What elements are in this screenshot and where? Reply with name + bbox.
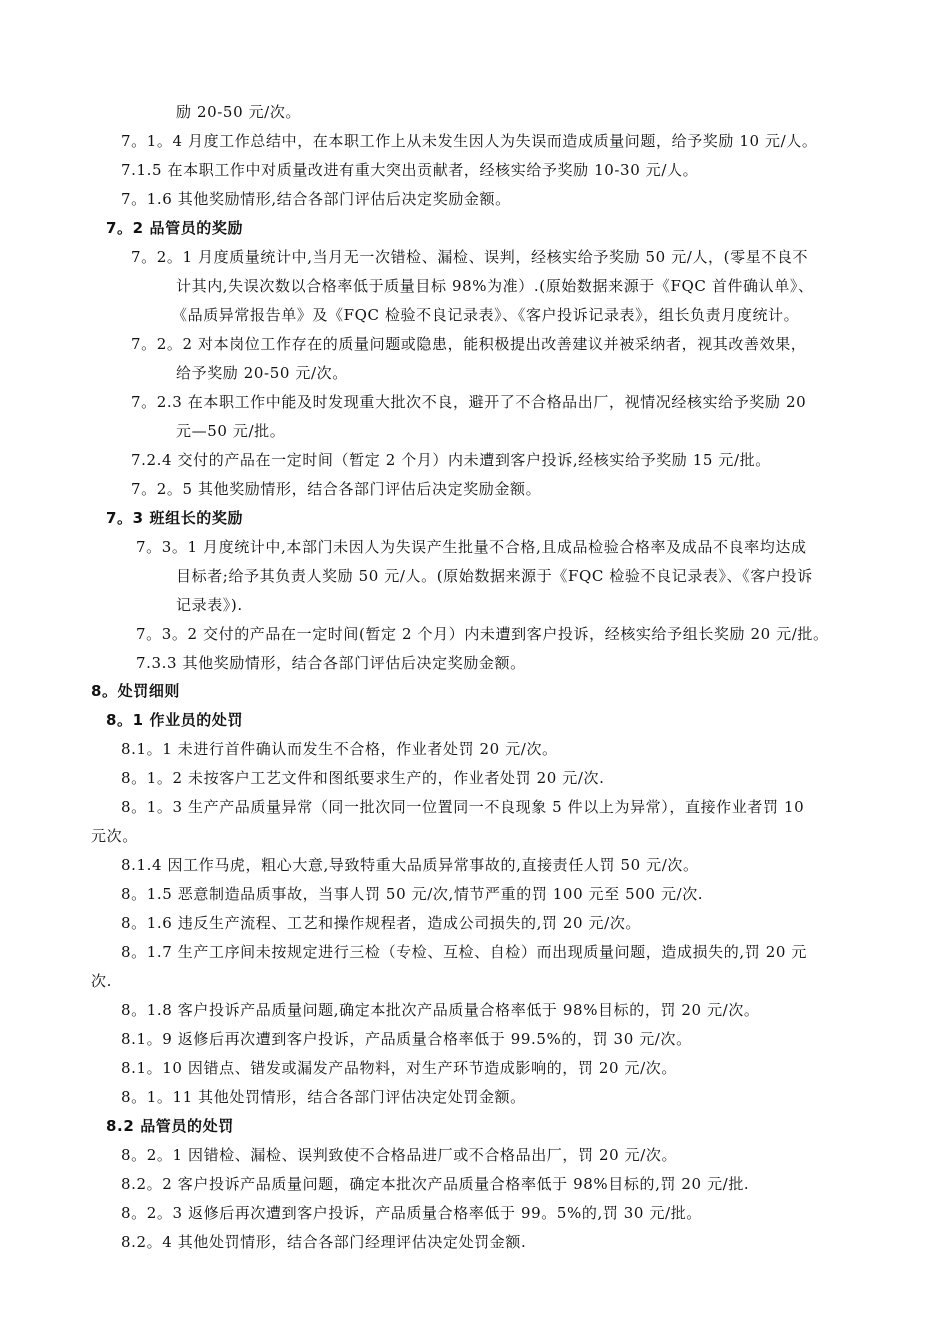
text-line: 8.1。1 未进行首件确认而发生不合格，作业者处罚 20 元/次。 (121, 740, 558, 758)
text-line: 7.2.4 交付的产品在一定时间（暂定 2 个月）内未遭到客户投诉,经核实给予奖励 15 元/批。 (131, 451, 771, 469)
text-line: 8。1。11 其他处罚情形，结合各部门评估决定处罚金额。 (121, 1088, 526, 1106)
text-line: 目标者;给予其负责人奖励 50 元/人。(原始数据来源于《FQC 检验不良记录表》、《客户投诉 (176, 567, 813, 585)
section-heading: 7。3 班组长的奖励 (106, 509, 244, 527)
text-line: 8。1.8 客户投诉产品质量问题,确定本批次产品质量合格率低于 98%目标的，罚 20 元/次。 (121, 1001, 760, 1019)
text-line: 7.3.3 其他奖励情形，结合各部门评估后决定奖励金额。 (136, 654, 526, 672)
text-line: 7。2。1 月度质量统计中,当月无一次错检、漏检、误判，经核实给予奖励 50 元/人，(零星不良不 (131, 248, 809, 266)
section-heading: 8。处罚细则 (91, 682, 181, 700)
text-line: 元—50 元/批。 (176, 422, 286, 440)
text-line: 8。2。1 因错检、漏检、误判致使不合格品进厂或不合格品出厂，罚 20 元/次。 (121, 1146, 678, 1164)
text-line: 7。3。1 月度统计中,本部门未因人为失误产生批量不合格,且成品检验合格率及成品不良率均达成 (136, 538, 807, 556)
text-line: 8.2。2 客户投诉产品质量问题，确定本批次产品质量合格率低于 98%目标的,罚 20 元/批. (121, 1175, 750, 1193)
section-heading: 7。2 品管员的奖励 (106, 219, 244, 237)
text-line: 7。2。2 对本岗位工作存在的质量问题或隐患，能积极提出改善建议并被采纳者，视其改善效果， (131, 335, 807, 353)
text-line: 励 20-50 元/次。 (176, 103, 302, 121)
text-line: 8.1。9 返修后再次遭到客户投诉，产品质量合格率低于 99.5%的，罚 30 元/次。 (121, 1030, 692, 1048)
text-line: 8.1.4 因工作马虎，粗心大意,导致特重大品质异常事故的,直接责任人罚 50 元/次。 (121, 856, 699, 874)
text-line: 7。2。5 其他奖励情形，结合各部门评估后决定奖励金额。 (131, 480, 542, 498)
text-line: 8。1。2 未按客户工艺文件和图纸要求生产的，作业者处罚 20 元/次. (121, 769, 605, 787)
text-line: 7.1.5 在本职工作中对质量改进有重大突出贡献者，经核实给予奖励 10-30 元/人。 (121, 161, 699, 179)
text-line: 计其内,失误次数以合格率低于质量目标 98%为准）.(原始数据来源于《FQC 首件确认单》、 (176, 277, 814, 295)
section-heading: 8。1 作业员的处罚 (106, 711, 244, 729)
section-heading: 8.2 品管员的处罚 (106, 1117, 234, 1135)
text-line: 7。1.6 其他奖励情形,结合各部门评估后决定奖励金额。 (121, 190, 511, 208)
text-line: 8。1.7 生产工序间未按规定进行三检（专检、互检、自检）而出现质量问题，造成损失的,罚 20 元 (121, 943, 807, 961)
text-line: 8.2。4 其他处罚情形，结合各部门经理评估决定处罚金额. (121, 1233, 527, 1251)
text-line: 《品质异常报告单》及《FQC 检验不良记录表》、《客户投诉记录表》，组长负责月度统计。 (172, 306, 800, 324)
text-line: 8.1。10 因错点、错发或漏发产品物料，对生产环节造成影响的，罚 20 元/次。 (121, 1059, 677, 1077)
text-line: 8。2。3 返修后再次遭到客户投诉，产品质量合格率低于 99。5%的,罚 30 元/批。 (121, 1204, 702, 1222)
text-line: 次. (91, 972, 112, 990)
text-line: 7。2.3 在本职工作中能及时发现重大批次不良，避开了不合格品出厂，视情况经核实给予奖励 20 (131, 393, 807, 411)
text-line: 7。3。2 交付的产品在一定时间(暂定 2 个月）内未遭到客户投诉，经核实给予组长奖励 20 元/批。 (136, 625, 829, 643)
text-line: 记录表》). (176, 596, 243, 614)
text-line: 7。1。4 月度工作总结中，在本职工作上从未发生因人为失误而造成质量问题，给予奖励 10 元/人。 (121, 132, 818, 150)
text-line: 8。1。3 生产产品质量异常（同一批次同一位置同一不良现象 5 件以上为异常），直接作业者罚 10 (121, 798, 805, 816)
text-line: 8。1.6 违反生产流程、工艺和操作规程者，造成公司损失的,罚 20 元/次。 (121, 914, 642, 932)
text-line: 给予奖励 20-50 元/次。 (176, 364, 348, 382)
text-line: 8。1.5 恶意制造品质事故，当事人罚 50 元/次,情节严重的罚 100 元至 500 元/次. (121, 885, 704, 903)
text-line: 元次。 (91, 827, 138, 845)
